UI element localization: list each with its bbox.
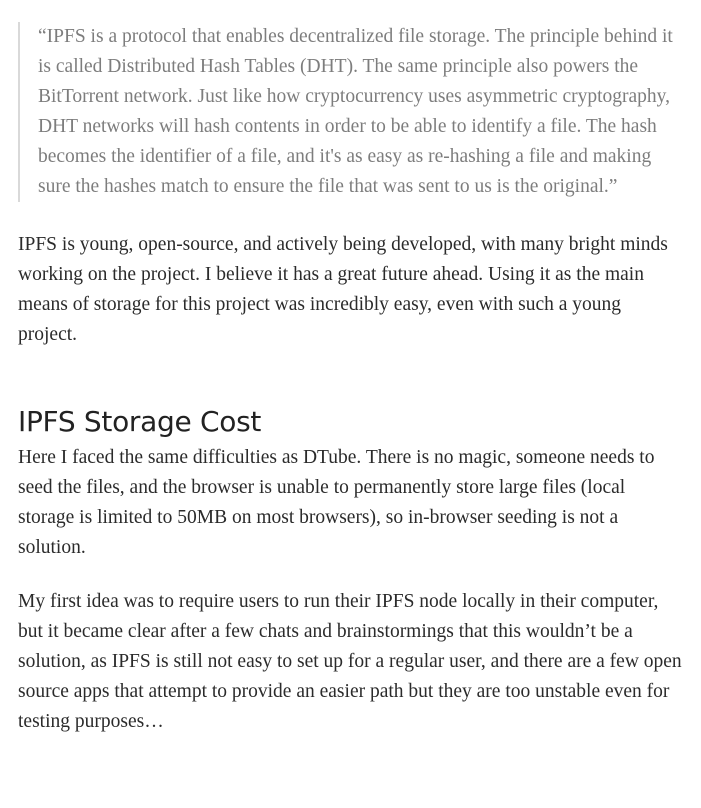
paragraph-storage-difficulties: Here I faced the same difficulties as DTube. There is no magic, someone needs to seed the files, and the browser is unable to permanently store large files (local storage is limited to 50MB on most browsers), so in-browser seeding is not a solution.	[18, 447, 655, 558]
blockquote	[18, 22, 683, 202]
paragraph-first-idea: My first idea was to require users to run their IPFS node locally in their computer, but it became clear after a few chats and brainstormings that this wouldn’t be a solution, as IPFS is still not easy to set up for a regular user, and there are a few open source apps that attempt to provide an easier path but they are too unstable even for testing purposes…	[18, 591, 682, 732]
section-heading: IPFS Storage Cost	[18, 405, 262, 438]
paragraph-ipfs-young: IPFS is young, open-source, and actively being developed, with many bright minds working on the project. I believe it has a great future ahead. Using it as the main means of storage for this project was incredibly easy, even with such a young project.	[18, 234, 668, 345]
blockquote-text: “IPFS is a protocol that enables decentralized file storage. The principle behind it is called Distributed Hash Tables (DHT). The same principle also powers the BitTorrent network. Just like how cryptocurrency uses asymmetric cryptography, DHT networks will hash contents in order to be able to identify a file. The hash becomes the identifier of a file, and it's as easy as re-hashing a file and making sure the hashes match to ensure the file that was sent to us is the original.”	[38, 26, 673, 197]
article-body	[18, 22, 683, 737]
